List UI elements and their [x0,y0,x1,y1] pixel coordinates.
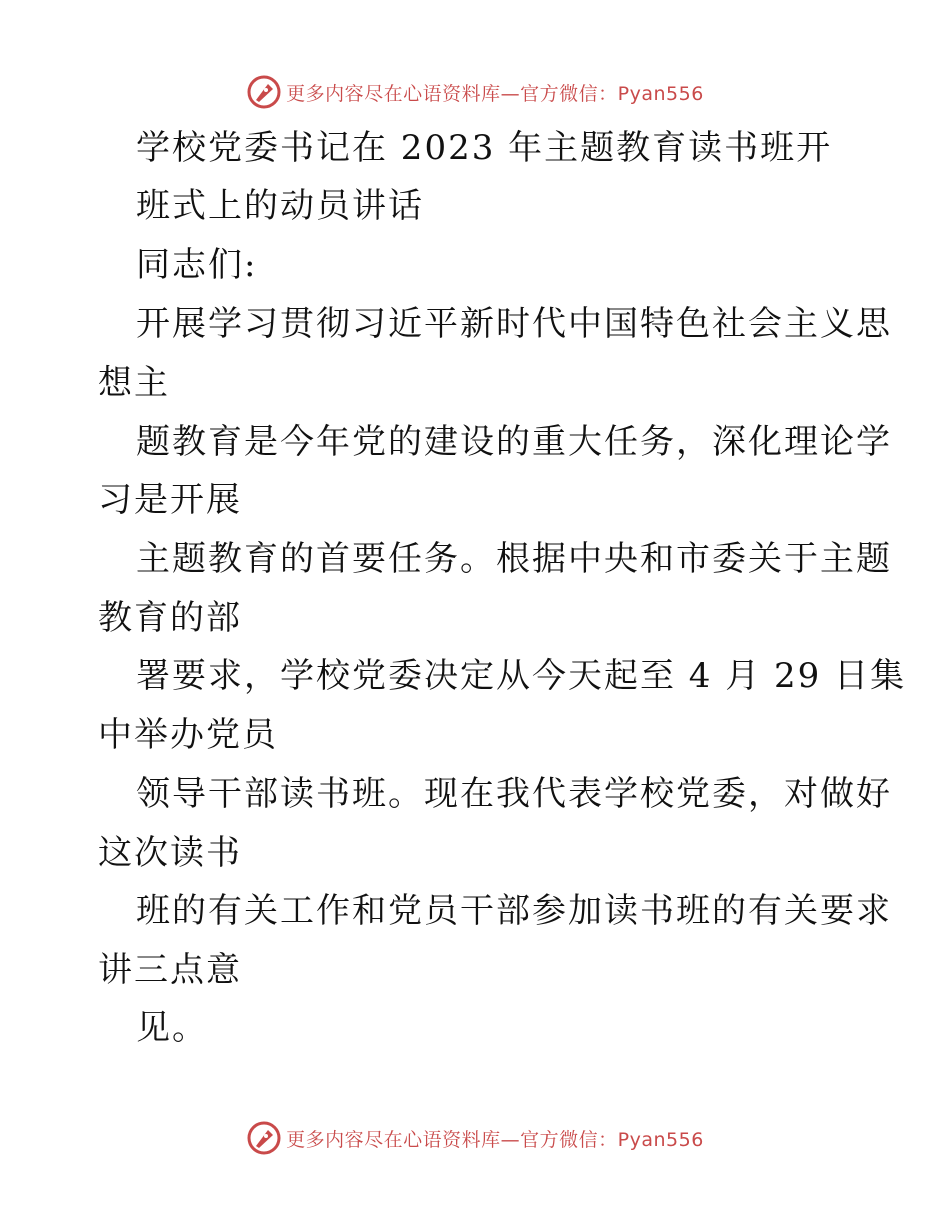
paragraph-line: 想主 [98,363,170,403]
paragraph-line: 题教育是今年党的建设的重大任务，深化理论学 [136,422,892,462]
salutation: 同志们: [136,245,258,285]
paragraph-line: 教育的部 [98,598,242,638]
title-line-1: 学校党委书记在 2023 年主题教育读书班开 [136,128,833,168]
paragraph-line: 领导干部读书班。现在我代表学校党委，对做好 [136,774,892,814]
watermark-text: 更多内容尽在心语资料库—官方微信：Pyan556 [286,1128,704,1151]
paragraph-line: 主题教育的首要任务。根据中央和市委关于主题 [136,539,892,579]
pen-nib-logo-icon [246,74,282,110]
footer-watermark [0,1118,950,1158]
paragraph-line: 见。 [136,1008,208,1048]
paragraph-line: 开展学习贯彻习近平新时代中国特色社会主义思 [136,304,892,344]
paragraph-line: 班的有关工作和党员干部参加读书班的有关要求 [136,891,892,931]
header-watermark [0,72,950,112]
paragraph-line: 署要求，学校党委决定从今天起至 4 月 29 日集 [136,656,907,696]
title-line-2: 班式上的动员讲话 [136,186,424,226]
pen-nib-logo-icon [246,1120,282,1156]
paragraph-line: 讲三点意 [98,950,242,990]
watermark-text: 更多内容尽在心语资料库—官方微信：Pyan556 [286,82,704,105]
paragraph-line: 中举办党员 [98,715,278,755]
paragraph-line: 习是开展 [98,480,242,520]
paragraph-line: 这次读书 [98,833,242,873]
